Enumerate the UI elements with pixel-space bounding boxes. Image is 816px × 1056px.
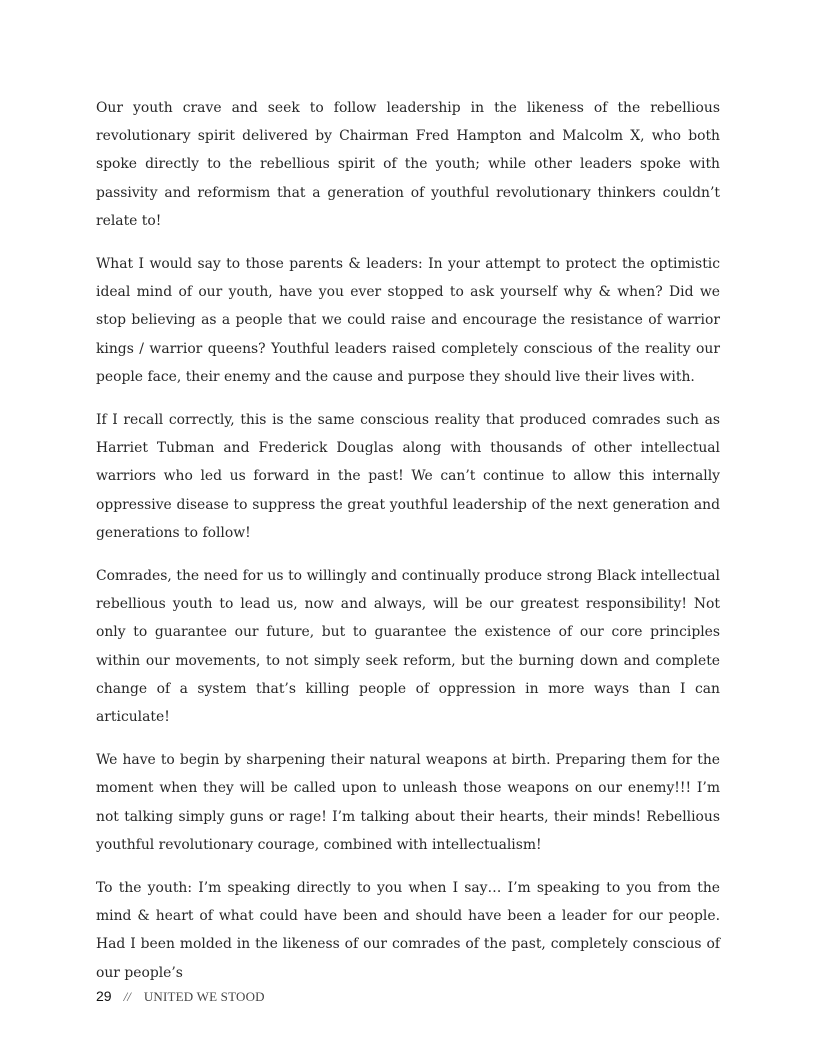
page-number: 29 — [96, 988, 112, 1004]
paragraph-6: To the youth: I’m speaking directly to you when I say… I’m speaking to you from the mind & heart of what could have been and should have been a leader for our people. Had I been molded in the likeness of our comrades of the past, completely conscious of our people’s — [96, 880, 720, 981]
paragraph-1: Our youth crave and seek to follow leadership in the likeness of the rebellious revolutionary spirit delivered by Chairman Fred Hampton and Malcolm X, who both spoke directly to the rebellious spirit of the youth; while other leaders spoke with passivity and reformism that a generation of youthful revolutionary thinkers couldn’t relate to! — [96, 100, 720, 229]
paragraph-5: We have to begin by sharpening their natural weapons at birth. Preparing them for the moment when they will be called upon to unleash those weapons on our enemy!!! I’m not talking simply guns or rage! I’m talking about their hearts, their minds! Rebellious youthful revolutionary courage, combined with intellectualism! — [96, 752, 720, 853]
paragraph-4: Comrades, the need for us to willingly and continually produce strong Black intellectual rebellious youth to lead us, now and always, will be our greatest responsibility! Not only to guarantee our future, but to guarantee the existence of our core principles within our movements, to not simply seek reform, but the burning down and complete change of a system that’s killing people of oppression in more ways than I can articulate! — [96, 568, 720, 726]
paragraph-3: If I recall correctly, this is the same conscious reality that produced comrades such as Harriet Tubman and Frederick Douglas along with thousands of other intellectual warriors who led us forward in the past! We can’t continue to allow this internally oppressive disease to suppress the great youthful leadership of the next generation and generations to follow! — [96, 412, 720, 541]
running-title: UNITED WE STOOD — [143, 989, 265, 1004]
paragraph-2: What I would say to those parents & leaders: In your attempt to protect the optimistic ideal mind of our youth, have you ever stopped to ask yourself why & when? Did we stop believing as a people that we could raise and encourage the resistance of warrior kings / warrior queens? Youthful leaders raised completely conscious of the reality our people face, their enemy and the cause and purpose they should live their lives with. — [96, 256, 720, 385]
page-footer — [96, 988, 265, 1008]
footer-separator: // — [123, 989, 131, 1004]
body-text — [96, 94, 720, 1002]
